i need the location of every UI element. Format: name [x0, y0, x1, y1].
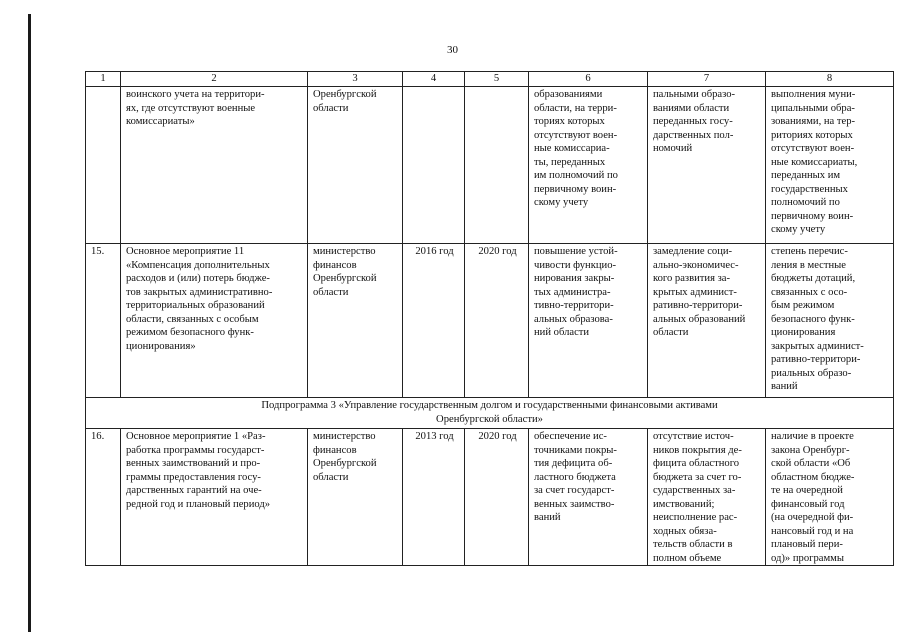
column-header: 2	[121, 72, 308, 87]
measure-cell: Основное мероприятие 11 «Компенсация дополнительных расходов и (или) потерь бюдже- тов закрытых административно- территориальных образований области, связанных с особым режимом безопасного функ- ционирования»	[121, 244, 308, 398]
column-header: 4	[403, 72, 465, 87]
row-number: 16.	[86, 429, 121, 566]
measure-cell: Основное мероприятие 1 «Раз- работка программы государст- венных заимствований и про- граммы предоставления госу- дарственных гарантий на оче- редной год и плановый период»	[121, 429, 308, 566]
table-row	[86, 244, 894, 398]
column-header: 1	[86, 72, 121, 87]
table-row	[86, 429, 894, 566]
row-number	[86, 87, 121, 244]
executor-cell: Оренбургской области	[308, 87, 403, 244]
table-header-row	[86, 72, 894, 87]
indicators-cell: выполнения муни- ципальными обра- зованиями, на тер- риториях которых отсутствуют воен- ные комиссариаты, переданных им государственных полномочий по первичному воин- скому учету	[766, 87, 894, 244]
expected-result-cell: обеспечение ис- точниками покры- тия дефицита об- ластного бюджета за счет государст- венных заимство- ваний	[529, 429, 648, 566]
end-year-cell: 2020 год	[465, 429, 529, 566]
subprogram-row	[86, 398, 894, 429]
executor-cell: министерство финансов Оренбургской области	[308, 429, 403, 566]
column-header: 7	[648, 72, 766, 87]
indicators-cell: степень перечис- ления в местные бюджеты дотаций, связанных с осо- бым режимом безопасного функ- ционирования закрытых админист- ративно-территори- риальных образо- ваний	[766, 244, 894, 398]
column-header: 3	[308, 72, 403, 87]
page-number: 30	[447, 44, 458, 56]
start-year-cell: 2016 год	[403, 244, 465, 398]
column-header: 8	[766, 72, 894, 87]
column-header: 5	[465, 72, 529, 87]
document-table	[85, 71, 894, 566]
consequences-cell: отсутствие источ- ников покрытия де- фицита областного бюджета за счет го- сударственных за- имствований; неисполнение рас- ходных обяза- тельств области в полном объеме	[648, 429, 766, 566]
row-number: 15.	[86, 244, 121, 398]
table-row	[86, 87, 894, 244]
executor-cell: министерство финансов Оренбургской области	[308, 244, 403, 398]
end-year-cell	[465, 87, 529, 244]
end-year-cell: 2020 год	[465, 244, 529, 398]
indicators-cell: наличие в проекте закона Оренбург- ской области «Об областном бюдже- те на очередной финансовый год (на очередной фи- нансовый год и на плановый пери- од)» программы	[766, 429, 894, 566]
expected-result-cell: повышение устой- чивости функцио- нирования закры- тых администра- тивно-территори- альных образова- ний области	[529, 244, 648, 398]
consequences-cell: пальными образо- ваниями области переданных госу- дарственных пол- номочий	[648, 87, 766, 244]
expected-result-cell: образованиями области, на терри- ториях которых отсутствуют воен- ные комиссариа- ты, переданных им полномочий по первичному воин- скому учету	[529, 87, 648, 244]
subprogram-heading: Подпрограмма 3 «Управление государственным долгом и государственными финансовыми активами Оренбургской области»	[86, 398, 894, 429]
column-header: 6	[529, 72, 648, 87]
start-year-cell	[403, 87, 465, 244]
start-year-cell: 2013 год	[403, 429, 465, 566]
consequences-cell: замедление соци- ально-экономичес- кого развития за- крытых админист- ративно-территори- альных образований области	[648, 244, 766, 398]
measure-cell: воинского учета на территори- ях, где отсутствуют военные комиссариаты»	[121, 87, 308, 244]
binding-line	[28, 14, 31, 632]
